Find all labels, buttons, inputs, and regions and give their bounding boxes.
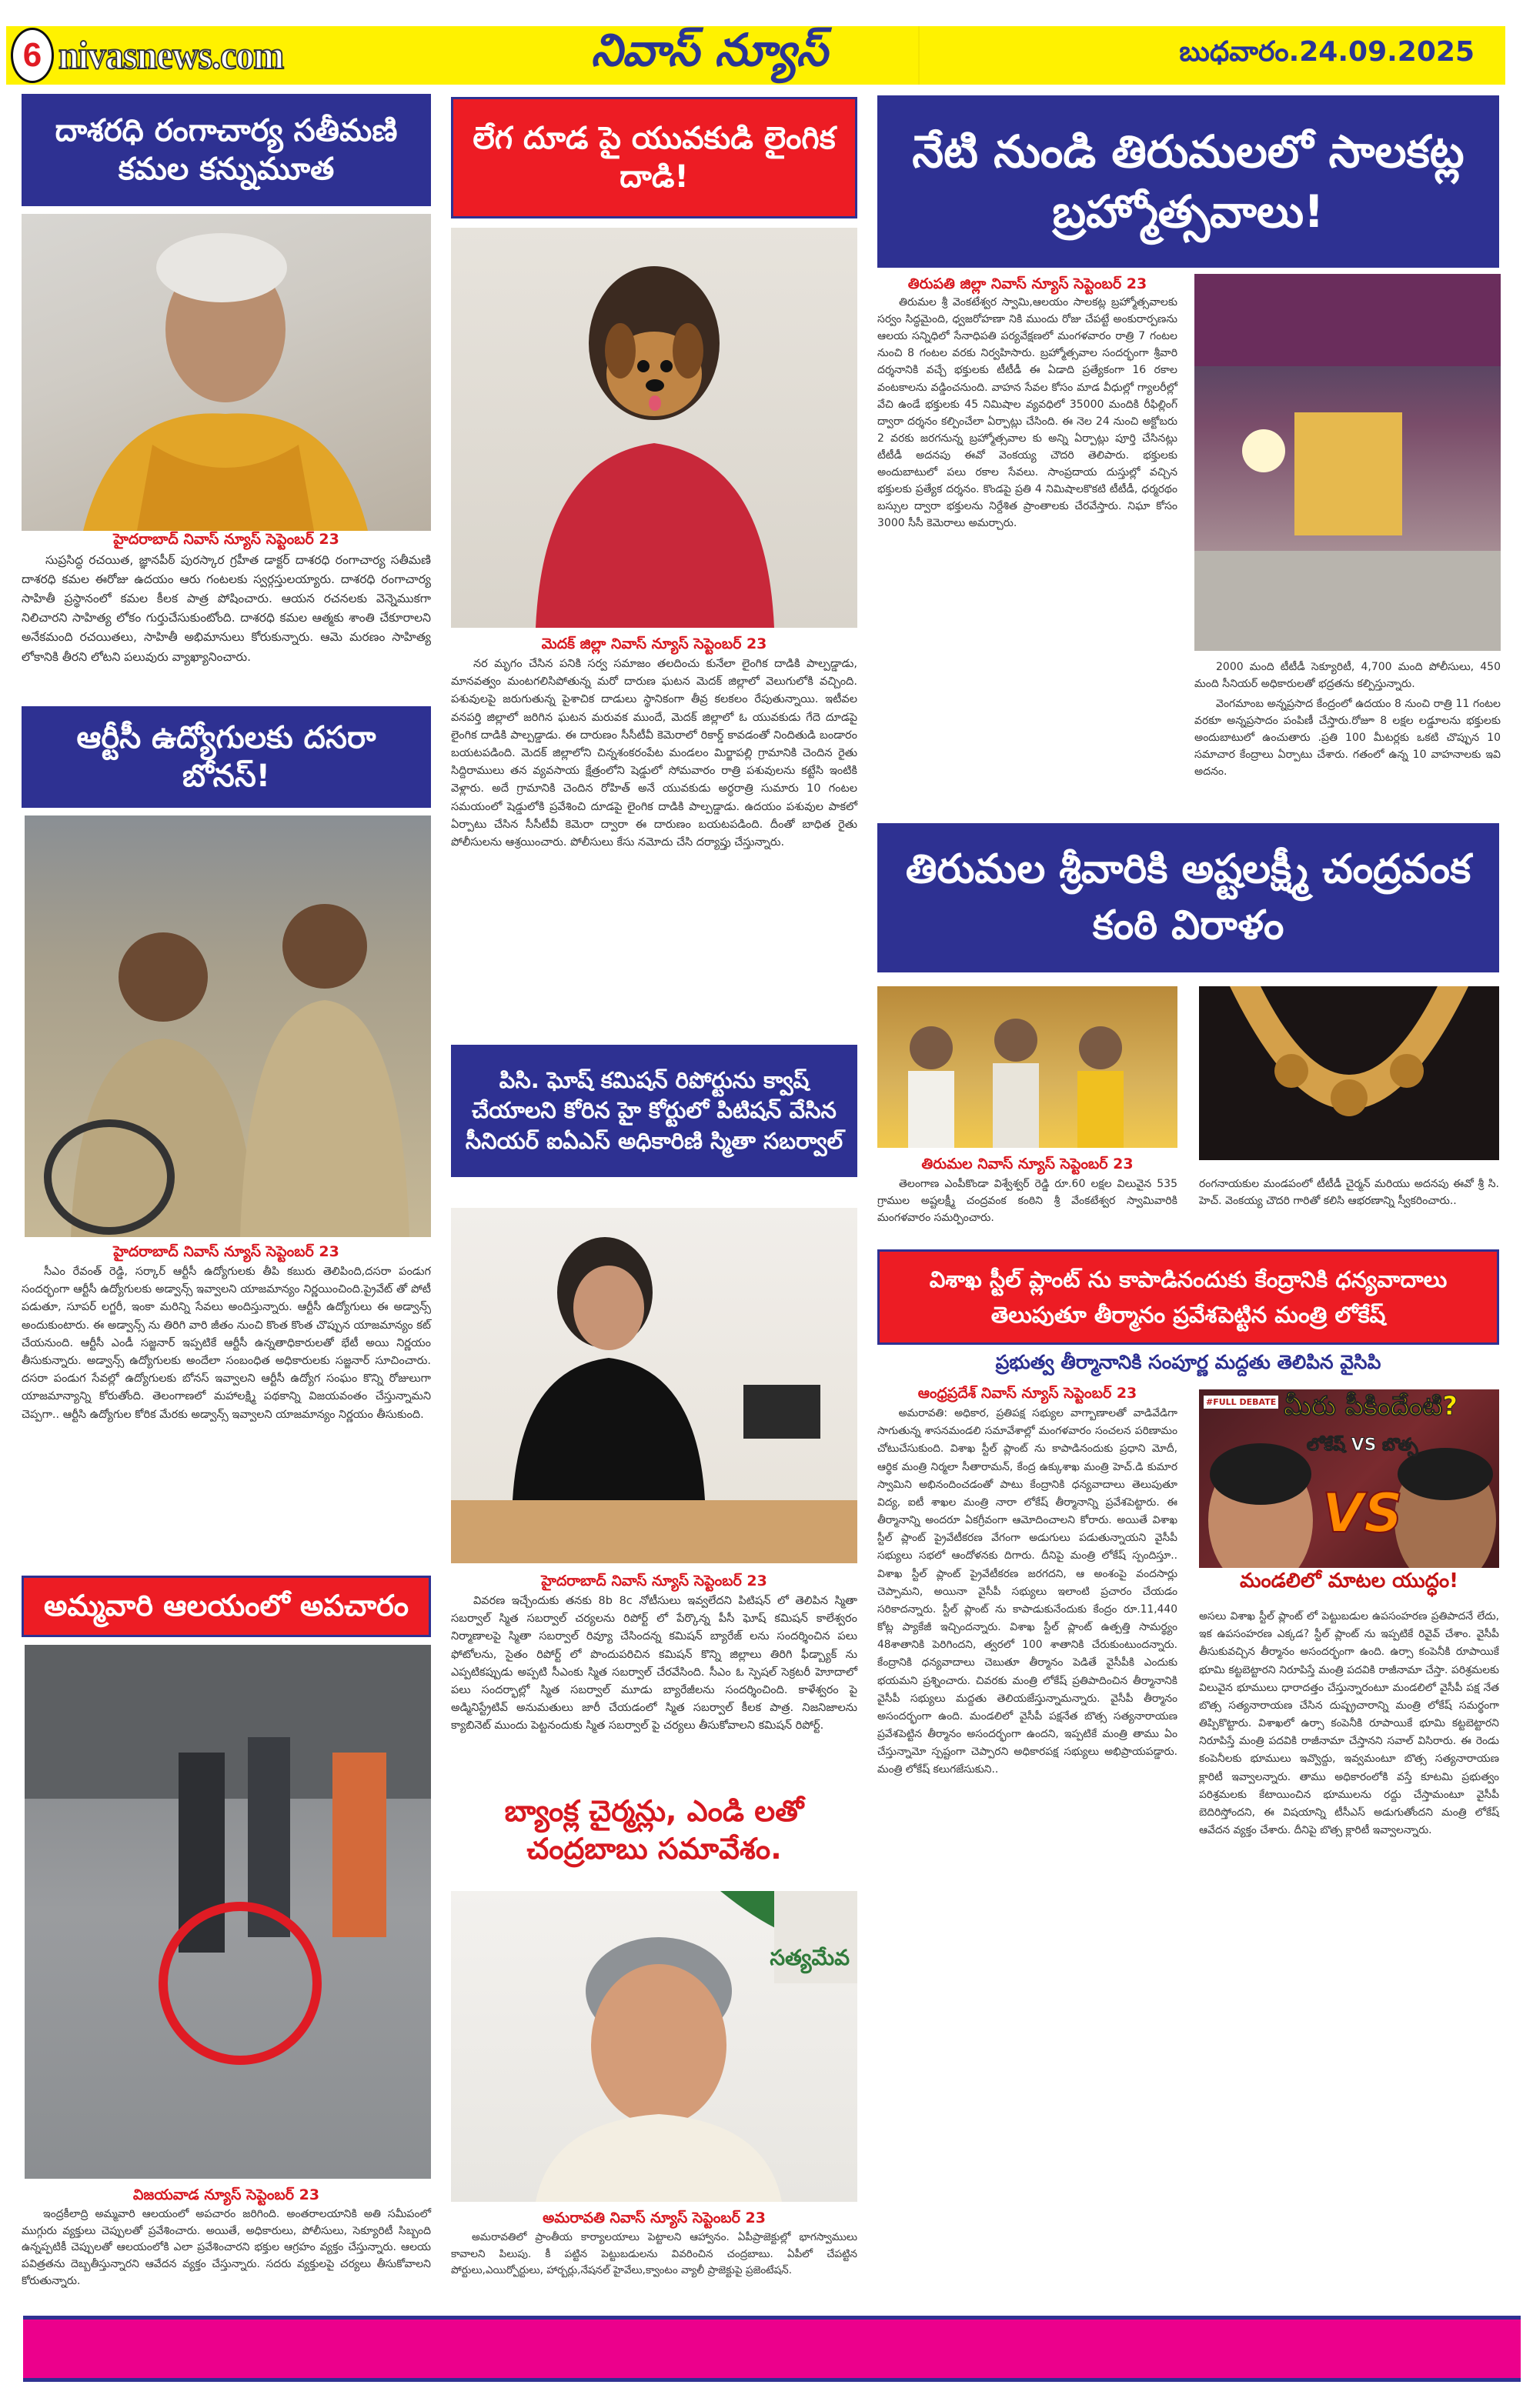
- donation-ceremony-illustration: [877, 986, 1177, 1148]
- debate-title: మీరు పీకిందేంటి?: [1284, 1391, 1458, 1422]
- dateline-steel: ఆంధ్రప్రదేశ్ నివాస్ న్యూస్ సెప్టెంబర్ 23: [917, 1385, 1137, 1402]
- cctv-still-illustration: [25, 1645, 431, 2179]
- body-brahmotsavam-right2: వెంగమాంబ అన్నప్రసాద కేంద్రంలో ఉదయం 8 నుంచి రాత్రి 11 గంటల వరకూ అన్నప్రసాదం పంపిణీ చేస్తారు.రోజూ 8 లక్షల లడ్డూలను భక్తులకు అందుబాటులో ఉంచుతారు .ప్రతి 100 మీటర్లకు ఒకటి చొప్పున 10 సమాచార కేంద్రాలు ఏర్పాటు చేశారు. గతంలో ఉన్న 10 వాహనాలకు ఇవి అదనం.: [1194, 698, 1501, 779]
- photo-debate-thumbnail[interactable]: [1199, 1389, 1499, 1599]
- body-ashtalakshmi-right: రంగనాయకుల మండపంలో టీటీడీ చైర్మన్ మరియు అదనపు ఈవో శ్రీ సి. హెచ్. వెంకయ్య చౌదరి గారితో కలిసి ఆభరణాన్ని స్వీకరించారు..: [1199, 1178, 1499, 1208]
- bus-staff-illustration: [25, 815, 431, 1237]
- body-brahmotsavam: తిరుమల శ్రీ వెంకటేశ్వర స్వామి,ఆలయం సాలకట్ల బ్రహ్మోత్సవాలకు సర్వం సిద్ధమైంది, ధ్వజరోహణా నికి ముందు రోజు చేపట్టే అంకురార్పణను ఆలయ సన్నిధిలో సేనాధిపతి పర్యవేక్షణలో మంగళవారం రాత్రి 7 గంటల నుంచి 8 గంటల వరకు నిర్వహిసారు. బ్రహ్మోత్సవాల సందర్భంగా శ్రీవారి దర్శనానికి వచ్చే భక్తులకు టీటీడీ ఈ ఏడాది ప్రత్యేకంగా 16 రకాల వంటకాలను వడ్డించనుంది. వాహన సేవల కోసం మాడ వీధుల్లో గ్యాలరీల్లో వేచి ఉండే భక్తులకు 45 నిమిషాల వ్యవధిలో 35000 మందికి రీఫిల్లింగ్ ద్వారా దర్శనం కల్పించేలా ఏర్పాట్లు చేసింది. ఈ నెల 24 నుంచి అక్టోబరు 2 వరకు జరగనున్న బ్రహ్మోత్సవాల కు అన్ని ఏర్పాట్లు పూర్తి చేసినట్లు టీటీడీ అదనపు ఈవో వెంకయ్య చౌదరి తెలిపారు. భక్తులకు అందుబాటులో పలు రకాల సేవలు. సాంప్రదాయ దుస్తుల్లో వచ్చిన భక్తులకు ప్రత్యేక దర్శనం. కొండపై ప్రతి 4 నిమిషాలకొకటి టీటీడీ, ధర్మరథం బస్సుల ద్వారా భక్తులను నిర్దేశిత ప్రాంతాలకు చేరవేస్తారు. నిఘా కోసం 3000 సీసీ కెమెరాలు అమర్చారు.: [877, 296, 1177, 530]
- vs-icon: VS: [1322, 1482, 1403, 1545]
- photo-calf: [451, 228, 857, 628]
- body-steel-right: అసలు విశాఖ స్టీల్ ప్లాంట్ లో పెట్టుబడుల ఉపసంహరణ ప్రతిపాదనే లేదు, ఇక ఉపసంహరణ ఎక్కడ? స్టీల్ ప్లాంట్ ను ఇప్పటికే రివైవ్ చేశాం. వైసీపీ తీసుకువచ్చిన తీర్మానం అసందర్భంగా ఉంది. ఉర్సా కంపెనీకి రూపాయికే భూమి కట్టబెట్టారని నిరూపిస్తే మంత్రి పదవికి రాజీనామా చేస్తా. పరిశ్రమలకు విలువైన భూములు ధారాదత్తం చేస్తున్నారంటూ మండలిలో వైసీపీ పక్ష నేత బొత్స సత్యనారాయణ చేసిన దుష్ప్రచారాన్ని మంత్రి లోకేష్ సమర్థంగా తిప్పికొట్టారు. విశాఖలో ఉర్సా కంపెనీకి రూపాయికే భూమి కట్టబెట్టారని నిరూపిస్తే మంత్రి పదవికి రాజీనామా చేస్తానని సవాల్ విసిరారు. ఈ రెండు కంపెనీలకు భూములు ఇవ్వొద్దు, ఇవ్వమంటూ బొత్స సత్యనారాయణ క్లారిటీ ఇవ్వాలన్నారు. తాము అధికారంలోకి వస్తే కూటమి ప్రభుత్వం పరిశ్రమలకు కేటాయించిన భూములను రద్దు చేస్తామంటూ వైసీపీ బెదిరిస్తోందని, ఈ విషయాన్ని టీసీఎస్ అడుగుతోందని మంత్రి లోకేష్ ఆవేదన వ్యక్తం చేశారు. దీనిపై బొత్స క్లారిటీ ఇవ్వాలన్నారు.: [1199, 1610, 1499, 1837]
- headline-smita[interactable]: పిసి. ఘోష్ కమిషన్ రిపోర్టును క్వాష్ చేయాలని కోరిన హై కోర్టులో పిటిషన్ వేసిన సీనియర్ ఐఏఎస్ అధికారిణి స్మితా సబర్వాల్: [451, 1045, 857, 1177]
- headline-ammavari[interactable]: అమ్మవారి ఆలయంలో అపచారం: [22, 1576, 431, 1637]
- body-kamala: సుప్రసిద్ధ రచయిత, జ్ఞానపీఠ్ పురస్కార గ్రహీత డాక్టర్ దాశరధి రంగాచార్య సతీమణి దాశరధి కమల ఈరోజు ఉదయం ఆరు గంటలకు స్వర్గస్తులయ్యారు. దాశరధి రంగాచార్య సాహితీ ప్రస్థానంలో కమల కీలక పాత్ర పోషించారు. ఆయన రచనలకు వెన్నెముకగా నిలిచారని సాహిత్య లోకం గుర్తుచేసుకుంటోంది. దాశరధి కమల ఆత్మకు శాంతి చేకూరాలని అనేకమంది రచయితలు, సాహితీ అభిమానులు కోరుకున్నారు. ఆమె మరణం సాహిత్య లోకానికి తీరని లోటని పలువురు వ్యాఖ్యానించారు.: [22, 553, 431, 664]
- temple-lights-illustration: [1194, 274, 1501, 651]
- body-steel: అమరావతి: అధికార, ప్రతిపక్ష సభ్యుల వాగ్బాణాలతో వాడివేడిగా సాగుతున్న శాసనమండలి సమావేశాల్లో మంగళవారం సంచలన పరిణామం చోటుచేసుకుంది. విశాఖ స్టీల్ ప్లాంట్ ను కాపాడినందుకు ప్రధాని మోదీ, ఆర్థిక మంత్రి నిర్మలా సీతారామన్, కేంద్ర ఉక్కుశాఖ మంత్రి హెచ్.డి కుమార స్వామిని అభినందించడంతో పాటు కేంద్రానికి ధన్యవాదాలు తెలుపుతూ విద్య, ఐటీ శాఖల మంత్రి నారా లోకేష్ తీర్మానాన్ని ప్రవేశపెట్టారు. ఈ తీర్మానాన్ని అందరూ ఏకగ్రీవంగా ఆమోదించాలని కోరారు. అయితే విశాఖ స్టీల్ ప్లాంట్ ప్రైవేటీకరణ వేగంగా అడుగులు పడుతున్నాయని వైసీపీ సభ్యులు సభలో ఆందోళనకు దిగారు. దీనిపై మంత్రి లోకేష్ స్పందిస్తూ.. విశాఖ స్టీల్ ప్లాంట్ ప్రైవేటీకరణ జరగదని, ఆ అంశంపై వందసార్లు చెప్పామని, అయినా వైసీపీ సభ్యులు ఇలాంటి ప్రచారం చేయడం సరికాదన్నారు. స్టీల్ ప్లాంట్ ను కాపాడుకునేందుకు కేంద్రం రూ.11,440 కోట్ల ప్యాకేజీ ఇచ్చిందన్నారు. విశాఖ స్టీల్ ప్లాంట్ ఉత్పత్తి సామర్థ్యం 48శాతానికి పెరిగిందని, త్వరలో 100 శాతానికి చేరుకుంటుందన్నారు. కేంద్రానికి ధన్యవాదాలు చెబుతూ తీర్మానం పెడితే వైసీపీకి ఎందుకు భయమని ప్రశ్నించారు. చివరకు మంత్రి లోకేష్ ప్రతిపాదించిన తీర్మానానికి వైసీపీ సభ్యులు మద్దతు తెలియజేస్తున్నామన్నారు. వైసీపీ తీర్మానం అసందర్భంగా ఉంది. మండలిలో వైసీపీ పక్షనేత బొత్స సత్యనారాయణ ప్రవేశపెట్టిన తీర్మానం అసందర్భంగా ఉందని, ఇప్పటికే మంత్రి తాము ఏం చేస్తున్నామో స్పష్టంగా చెప్పారని అధికారపక్ష సభ్యులు అభిప్రాయపడ్డారు. మంత్రి లోకేష్ కలుగజేసుకుని..: [877, 1407, 1177, 1776]
- headline-calf[interactable]: లేగ దూడ పై యువకుడి లైంగిక దాడి!: [451, 97, 857, 218]
- debate-vs-line: లోకేష్ VS బొత్స: [1307, 1436, 1418, 1455]
- body-calf: నర మృగం చేసిన పనికి సర్వ సమాజం తలదించు కునేలా లైంగిక దాడికి పాల్పడ్డాడు, మానవత్వం మంటగలిసిపోతున్న మరో దారుణ ఘటన మెదక్ జిల్లాలో వెలుగులోకి వచ్చింది. పశువులపై జరుగుతున్న పైశాచిక దాడులు స్థానికంగా తీవ్ర కలకలం రేపుతున్నాయి. ఇటీవల వనపర్తి జిల్లాలో జరిగిన ఘటన మరువక ముందే, మెదక్ జిల్లాలో ఓ యువకుడు గేదె దూడపై లైంగిక దాడికి పాల్పడ్డాడు. ఈ దారుణం సీసీటీవీ కెమెరాలో రికార్డ్ కావడంతో నిందితుడి బండారం బయటపడింది. మెదక్ జిల్లాలోని చిన్నశంకరంపేట మండలం మిర్జాపల్లి గ్రామానికి చెందిన రైతు సిద్దిరాములు తన వ్యవసాయ క్షేత్రంలోని షెడ్డులో సోమవారం రాత్రి పశువులను కట్టేసి ఇంటికి వెళ్లారు. అదే గ్రామానికి చెందిన రోహిత్ అనే యువకుడు అర్ధరాత్రి సుమారు 10 గంటల సమయంలో షెడ్డులోకి ప్రవేశించి దూడపై లైంగిక దాడికి పాల్పడ్డాడు. ఉదయం పశువుల పాకలో ఏర్పాటు చేసిన సీసీటీవీ కెమెరా ద్వారా ఈ దారుణం బయటపడింది. దీంతో బాధిత రైతు పోలీసులను ఆశ్రయించారు. పోలీసులు కేసు నమోదు చేసి దర్యాప్తు చేస్తున్నారు.: [451, 658, 857, 849]
- dateline-kamala: హైదరాబాద్ నివాస్ న్యూస్ సెప్టెంబర్ 23: [113, 531, 339, 548]
- photo-kamala: [22, 214, 431, 531]
- photo-ammavari: [25, 1645, 431, 2179]
- debate-footer: మండలిలో మాటల యుద్ధం!: [1199, 1568, 1499, 1599]
- dateline-ammavari: విజయవాడ న్యూస్ సెప్టెంబర్ 23: [132, 2186, 320, 2203]
- portrait-illustration: [22, 214, 431, 531]
- headline-chandrababu[interactable]: బ్యాంక్ల చైర్మన్లు, ఎండి లతో చంద్రబాబు సమావేశం.: [504, 1794, 804, 1866]
- masthead: [6, 23, 1505, 85]
- body-ammavari: ఇంద్రకీలాద్రి అమ్మవారి ఆలయంలో అపచారం జరిగింది. అంతరాలయానికి అతి సమీపంలో ముగ్గురు వ్యక్తులు చెప్పులతో ప్రవేశించారు. అయితే, అధికారులు, పోలీసులు, సెక్యూరిటీ సిబ్బంది ఉన్నప్పటికీ చెప్పులతో ఆలయంలోకి ఎలా ప్రవేశించారని భక్తుల ఆగ్రహం వ్యక్తం చేస్తున్నారు. ఆలయ పవిత్రతను దెబ్బతీస్తున్నారని ఆవేదన వ్యక్తం చేస్తున్నారు. సదరు వ్యక్తులపై చర్యలు తీసుకోవాలని కోరుతున్నారు.: [22, 2208, 431, 2287]
- chandrababu-illustration: [451, 1891, 857, 2202]
- official-at-desk-illustration: [451, 1208, 857, 1563]
- debate-tag: #FULL DEBATE: [1204, 1396, 1278, 1409]
- photo-rtc: [25, 815, 431, 1237]
- footer-band: [23, 2316, 1521, 2382]
- dateline-brahmotsavam: తిరుపతి జిల్లా నివాస్ న్యూస్ సెప్టెంబర్ 23: [907, 275, 1147, 292]
- highlight-circle: [163, 1906, 317, 2060]
- dateline-rtc: హైదరాబాద్ నివాస్ న్యూస్ సెప్టెంబర్ 23: [113, 1243, 339, 1260]
- headline-kamala[interactable]: దాశరధి రంగాచార్య సతీమణి కమల కన్నుమూత: [22, 94, 431, 206]
- dateline-calf: మెదక్ జిల్లా నివాస్ న్యూస్ సెప్టెంబర్ 23: [541, 635, 767, 652]
- photo-smita: [451, 1208, 857, 1563]
- dateline-smita: హైదరాబాద్ నివాస్ న్యూస్ సెప్టెంబర్ 23: [541, 1573, 767, 1589]
- masthead-divider: [918, 26, 920, 85]
- brand-logo: నివాస్ న్యూస్: [591, 23, 828, 76]
- body-smita: వివరణ ఇచ్చేందుకు తనకు 8b 8c నోటీసులు ఇవ్వలేదని పిటిషన్ లో తెలిపిన స్మితా సబర్వాల్ స్మిత సబర్వాల్ చర్యలను రిపోర్ట్ లో పేర్కొన్న పీసీ ఘోష్ కమిషన్ కాలేశ్వరం నిర్మాణాలపై స్మితా సబర్వాల్ రివ్యూ చేసిందన్న కమిషన్ బ్యారేజ్ లను సందర్శించిన పలు ఫోటోలను, సైతం రిపోర్ట్ లో పొందుపరిచిన కమిషన్ కొన్ని జిల్లాలు తిరిగి ఫీడ్బ్యాక్ ను ఎప్పటికప్పుడు అప్పటి సీఎంకు స్మిత సబర్వాల్ చేరవేసింది. సీఎం ఓ స్పెషల్ సెక్రటరీ హెూదాలో పలు సందర్భాల్లో స్మిత సబర్వాల్ మూడు బ్యారేజీలను సందర్శించింది. కాళేశ్వరం పై అడ్మినిస్ట్రేటివ్ అనుమతులు జారీ చేయడంలో స్మిత సబర్వాల్ కీలక పాత్ర. నిజనిజాలను క్యాబినెట్ ముందు పెట్టనందుకు స్మిత సబర్వాల్ పై చర్యలు తీసుకోవాలని కమిషన్ రిపోర్ట్.: [451, 1595, 857, 1733]
- headline-steel[interactable]: విశాఖ స్టీల్ ప్లాంట్ ను కాపాడినందుకు కేంద్రానికి ధన్యవాదాలు తెలుపుతూ తీర్మానం ప్రవేశపెట్టిన మంత్రి లోకేష్: [877, 1249, 1499, 1345]
- issue-date: బుధవారం.24.09.2025: [1179, 36, 1475, 68]
- website-name[interactable]: nivasnews.com: [58, 33, 284, 78]
- dateline-chandrababu: అమరావతి నివాస్ న్యూస్ సెప్టెంబర్ 23: [543, 2210, 766, 2226]
- emblem-text: సత్యమేవ: [770, 1945, 850, 1970]
- headline-ashtalakshmi[interactable]: తిరుమల శ్రీవారికి అష్టలక్ష్మీ చంద్రవంక కంఠి విరాళం: [877, 823, 1499, 972]
- body-brahmotsavam-right: 2000 మంది టీటీడీ సెక్యూరిటీ, 4,700 మంది పోలీసులు, 450 మంది సీనియర్ అధికారులతో భద్రతను కల్పిస్తున్నారు.: [1194, 661, 1501, 691]
- photo-donation: [877, 986, 1177, 1148]
- suspect-illustration: [451, 228, 857, 628]
- photo-necklace: [1199, 986, 1499, 1160]
- body-ashtalakshmi: తెలంగాణ ఎంపీకొండా విశ్వేశ్వర్ రెడ్డి రూ.60 లక్షల విలువైన 535 గ్రాముల అష్టలక్ష్మీ చంద్రవంక కంఠిని శ్రీ వేంకటేశ్వర స్వామివారికి మంగళవారం సమర్పించారు.: [877, 1178, 1177, 1225]
- dateline-ashtalakshmi: తిరుమల నివాస్ న్యూస్ సెప్టెంబర్ 23: [921, 1156, 1134, 1172]
- photo-temple-night: [1194, 274, 1501, 651]
- page-number: 6: [11, 28, 54, 83]
- subheadline-steel: ప్రభుత్వ తీర్మానానికి సంపూర్ణ మద్దతు తెలిపిన వైసిపి: [995, 1351, 1381, 1373]
- body-rtc: సీఎం రేవంత్ రెడ్డి, సర్కార్ ఆర్టీసీ ఉద్యోగులకు తీపి కబురు తెలిపింది,దసరా పండుగ సందర్భంగా ఆర్టీసీ ఉద్యోగులకు అడ్వాన్స్ ఇవ్వాలని యాజమాన్యం నిర్ణయించింది.ప్రైవేట్ తో పోటీ పడుతూ, సూపర్ లగ్జరీ, ఇంకా మరిన్ని సేవలు అందిస్తున్నారు. ఆర్టీసీ ఉద్యోగులు ఈ అడ్వాన్స్ అందుకుంటారు. ఈ అడ్వాన్స్ ను తిరిగి వారి జీతం నుంచి కొంత కొంత చొప్పున యాజమాన్యం కట్ చేయనుంది. ఆర్టీసీ ఎండీ సజ్జనార్ ఇప్పటికే ఆర్టీసీ ఉన్నతాధికారులతో భేటీ అయి నిర్ణయం తీసుకున్నారు. అడ్వాన్స్ ఉద్యోగులకు అందేలా సంబంధిత అధికారులకు సజ్జనార్ సూచించారు. దసరా పండుగ సేవల్లో ఉద్యోగులకు బోనస్ ఇవ్వాలని ఆర్టీసీ ఉద్యోగ సంఘం కొన్ని రోజులుగా యాజమాన్యాన్ని కోరుతోంది. తెలంగాణలో మహాలక్ష్మి పథకాన్ని విజయవంతం చేస్తున్నామని చెప్పగా.. ఆర్టీసి ఉద్యోగుల కోరిక మేరకు అడ్వాన్స్ ఇవ్వాలని యాజమాన్యం నిర్ణయం తీసుకుంది.: [22, 1266, 431, 1421]
- gold-necklace-illustration: [1199, 986, 1499, 1160]
- photo-chandrababu: [451, 1891, 857, 2202]
- headline-rtc[interactable]: ఆర్టీసీ ఉద్యోగులకు దసరా బోనస్!: [22, 706, 431, 808]
- headline-brahmotsavam[interactable]: నేటి నుండి తిరుమలలో సాలకట్ల బ్రహ్మోత్సవాలు!: [877, 95, 1499, 268]
- body-chandrababu: అమరావతిలో ప్రాంతీయ కార్యాలయాలు పెట్టాలని ఆహ్వానం. ఏపీప్రాజెక్టుల్లో భాగస్వాములు కావాలని పిలుపు. కీ పట్టిన పెట్టుబడులను వివరించిన చంద్రబాబు. ఏపీలో చేపట్టిన పోర్టులు,ఎయిర్పోర్టులు, హార్బర్లు,నేషనల్ హైవేలు,క్వాంటం వ్యాలీ ప్రాజెక్టుపై ప్రజెంటేషన్.: [451, 2231, 857, 2277]
